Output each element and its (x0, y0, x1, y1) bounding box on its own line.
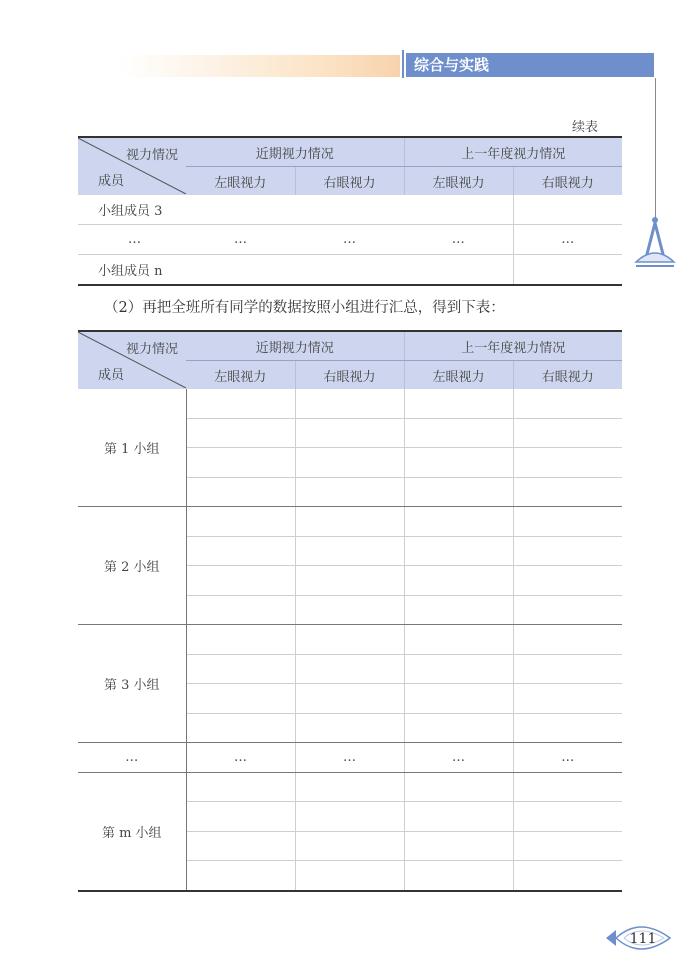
table-cell (404, 772, 513, 802)
table-cell (295, 713, 404, 743)
table-cell: … (186, 743, 295, 773)
group-label: 第 3 小组 (78, 625, 186, 743)
table-cell (186, 418, 295, 448)
table-cell (513, 448, 622, 478)
table-cell (404, 566, 513, 596)
table-corner (78, 331, 186, 389)
column-header: 左眼视力 (404, 167, 513, 196)
table-row (78, 255, 622, 286)
table-cell (295, 566, 404, 596)
table-cell (295, 418, 404, 448)
table-cell (513, 595, 622, 625)
table-cell (404, 831, 513, 861)
members-table (78, 136, 622, 286)
table-cell (404, 389, 513, 418)
table-cell (513, 255, 622, 286)
table-cell (295, 625, 404, 655)
chapter-title: 综合与实践 (406, 53, 654, 77)
group-header: 上一年度视力情况 (404, 331, 622, 361)
table-cell (186, 802, 295, 832)
table-cell (513, 195, 622, 225)
table-cell (513, 566, 622, 596)
table-cell (513, 389, 622, 418)
column-header: 右眼视力 (513, 361, 622, 390)
table-cell (404, 418, 513, 448)
table-cell (186, 448, 295, 478)
table-cell (513, 772, 622, 802)
table-row (78, 772, 622, 802)
table-cell (404, 802, 513, 832)
table-cell (404, 861, 513, 891)
table-cell (186, 195, 295, 225)
table-cell (404, 684, 513, 714)
table-body (78, 389, 622, 891)
column-header: 右眼视力 (295, 361, 404, 390)
table-cell (513, 507, 622, 537)
column-header: 右眼视力 (295, 167, 404, 196)
table-cell (186, 477, 295, 507)
page-number: 111 (629, 931, 657, 947)
table-cell: … (186, 225, 295, 255)
table-cell (513, 477, 622, 507)
group-summary-table (78, 330, 622, 892)
corner-top-label: 视力情况 (125, 342, 178, 357)
compass-emblem-icon (632, 212, 676, 276)
continued-label: 续表 (572, 120, 599, 135)
table-cell (295, 389, 404, 418)
table-cell (186, 255, 295, 286)
table-cell (295, 477, 404, 507)
table-cell (295, 536, 404, 566)
table-cell (295, 448, 404, 478)
table-row (78, 225, 622, 255)
margin-line (655, 78, 656, 220)
column-header: 左眼视力 (404, 361, 513, 390)
header-separator (402, 50, 404, 78)
column-header: 左眼视力 (186, 361, 295, 390)
table-cell (404, 477, 513, 507)
table-cell (186, 507, 295, 537)
table-cell: … (513, 743, 622, 773)
table-cell: … (295, 743, 404, 773)
table-cell (295, 831, 404, 861)
table-cell (186, 713, 295, 743)
group-header: 上一年度视力情况 (404, 137, 622, 167)
table-cell (404, 654, 513, 684)
table-corner (78, 137, 186, 195)
table-cell (513, 418, 622, 448)
table-cell (295, 861, 404, 891)
table-cell (404, 255, 513, 286)
table-cell (186, 595, 295, 625)
column-header: 右眼视力 (513, 167, 622, 196)
table-cell (404, 195, 513, 225)
table-cell (404, 625, 513, 655)
table-row (78, 195, 622, 225)
table-row (78, 625, 622, 655)
table-cell (186, 684, 295, 714)
column-header: 左眼视力 (186, 167, 295, 196)
group-label: 第 2 小组 (78, 507, 186, 625)
header-decoration (120, 55, 400, 77)
table-cell (186, 389, 295, 418)
table-cell (295, 654, 404, 684)
table-cell (513, 802, 622, 832)
table-cell (513, 536, 622, 566)
row-label: … (78, 225, 186, 255)
table-cell (513, 831, 622, 861)
table-cell: … (404, 225, 513, 255)
table-cell: … (513, 225, 622, 255)
table-cell (295, 595, 404, 625)
page-number-badge (604, 918, 676, 958)
table-cell (186, 566, 295, 596)
table-cell (186, 536, 295, 566)
table-cell (513, 861, 622, 891)
table-cell (295, 507, 404, 537)
table-cell: … (295, 225, 404, 255)
table-cell (186, 772, 295, 802)
group-header: 近期视力情况 (186, 331, 404, 361)
table-cell (295, 255, 404, 286)
table-cell (186, 861, 295, 891)
table-cell (513, 684, 622, 714)
table-cell (404, 536, 513, 566)
corner-top-label: 视力情况 (125, 148, 178, 163)
table-cell (404, 713, 513, 743)
table-cell (186, 654, 295, 684)
table-cell: … (404, 743, 513, 773)
table-cell (295, 802, 404, 832)
corner-bottom-label: 成员 (98, 174, 125, 189)
table-cell (404, 507, 513, 537)
table-cell: … (78, 743, 186, 773)
table-cell (513, 625, 622, 655)
table-row (78, 389, 622, 418)
row-label: 小组成员 n (78, 255, 186, 286)
corner-bottom-label: 成员 (98, 368, 125, 383)
table-row (78, 743, 622, 773)
row-label: 小组成员 3 (78, 195, 186, 225)
group-label: 第 1 小组 (78, 389, 186, 507)
table-cell (295, 195, 404, 225)
table-row (78, 507, 622, 537)
table-cell (186, 831, 295, 861)
table-cell (295, 772, 404, 802)
group-label: 第 m 小组 (78, 772, 186, 891)
table-cell (186, 625, 295, 655)
group-header: 近期视力情况 (186, 137, 404, 167)
table-cell (404, 448, 513, 478)
table-cell (404, 595, 513, 625)
table-cell (295, 684, 404, 714)
instruction-text: （2）再把全班所有同学的数据按照小组进行汇总，得到下表： (104, 300, 505, 316)
table-cell (513, 654, 622, 684)
table-cell (513, 713, 622, 743)
